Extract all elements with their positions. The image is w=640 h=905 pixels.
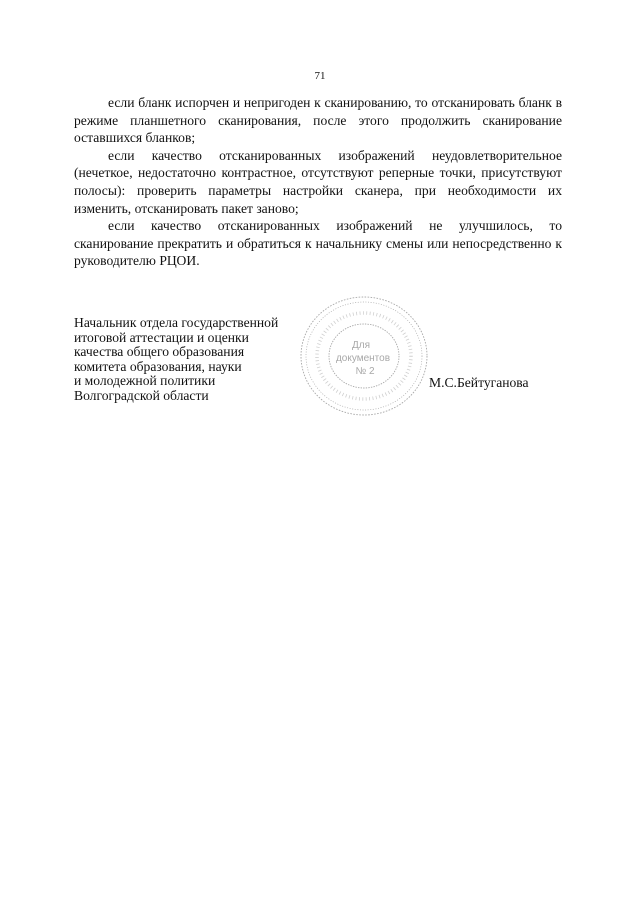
paragraph: если качество отсканированных изображений неудовлетворительное (нечеткое, недостаточно контрастное, отсутствуют реперные точки, присутствуют полосы): проверить параметры настройки сканера, при необходимости их изменить, отсканировать пакет заново;	[74, 147, 562, 216]
seal-text-line: Для	[351, 340, 371, 351]
paragraph: если качество отсканированных изображений не улучшилось, то сканирование прекратить и обратиться к начальнику смены или непосредственно к руководителю РЦОИ.	[74, 218, 562, 269]
signatory-position-line: и молодежной политики	[74, 373, 216, 389]
signatory-name: М.С.Бейтуганова	[429, 375, 529, 390]
paragraph: если бланк испорчен и непригоден к сканированию, то отсканировать бланк в режиме планшетного сканирования, после этого продолжить сканирование оставшихся бланков;	[74, 95, 562, 146]
seal-graphic	[297, 294, 432, 419]
official-seal	[297, 294, 432, 419]
signatory-position	[74, 316, 304, 404]
signatory-position-line: комитета образования, науки	[74, 358, 242, 374]
signatory-position-line: итоговой аттестации и оценки	[74, 329, 249, 345]
signatory-position-line: Волгоградской области	[74, 387, 209, 403]
page-number: 71	[314, 70, 326, 82]
signatory-position-line: качества общего образования	[74, 344, 245, 360]
seal-text-line: № 2	[355, 366, 375, 377]
signatory-position-line: Начальник отдела государственной	[74, 315, 279, 330]
seal-text-line: документов	[335, 353, 391, 364]
body-text	[74, 94, 562, 270]
